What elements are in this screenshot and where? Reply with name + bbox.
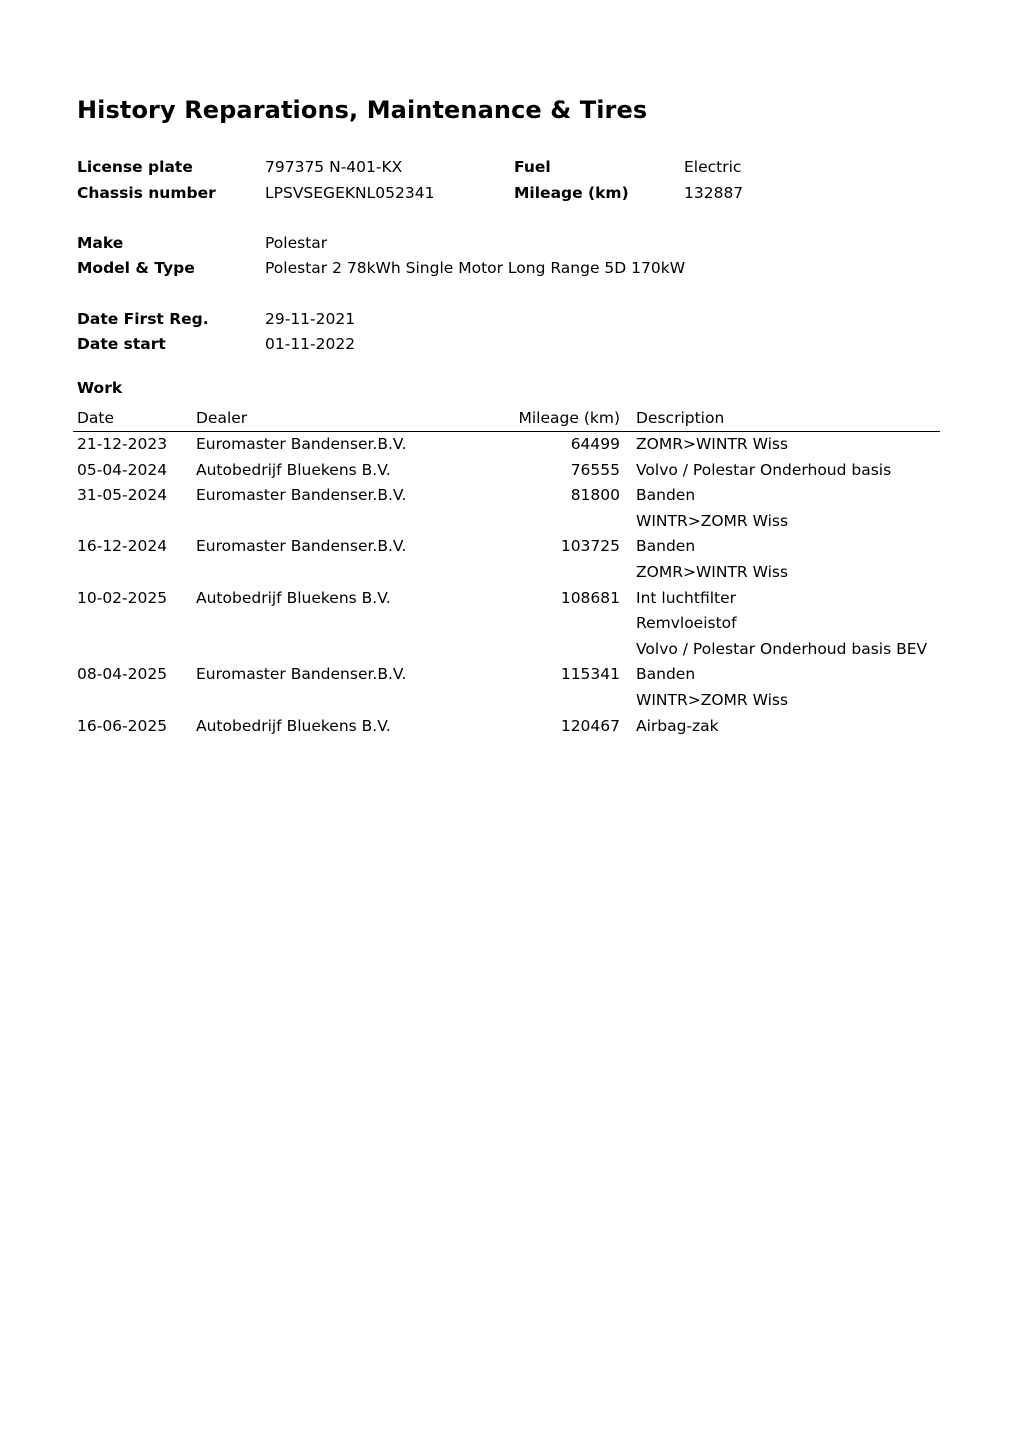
- table-row: [73, 611, 940, 637]
- table-row: [73, 560, 940, 586]
- column-header-dealer: Dealer: [196, 409, 248, 427]
- page-title: History Reparations, Maintenance & Tires: [77, 96, 648, 124]
- column-header-date: Date: [77, 409, 115, 427]
- cell-mileage: 120467: [560, 716, 620, 735]
- cell-date: 16-12-2024: [77, 537, 168, 556]
- table-row: [73, 534, 940, 560]
- table-body: [73, 432, 940, 739]
- cell-dealer: Autobedrijf Bluekens B.V.: [196, 460, 391, 479]
- make-label: Make: [77, 234, 124, 252]
- column-header-mileage: Mileage (km): [518, 409, 620, 427]
- first-reg-value: 29-11-2021: [265, 310, 356, 328]
- fuel-value: Electric: [684, 158, 742, 176]
- cell-description: Int luchtfilter: [636, 588, 737, 607]
- table-row: [73, 432, 940, 458]
- table-row: [73, 714, 940, 740]
- cell-mileage: 108681: [560, 588, 620, 607]
- table-row: [73, 458, 940, 484]
- cell-description: Volvo / Polestar Onderhoud basis: [636, 460, 892, 479]
- cell-dealer: Euromaster Bandenser.B.V.: [196, 486, 407, 505]
- cell-dealer: Autobedrijf Bluekens B.V.: [196, 588, 391, 607]
- table-row: [73, 483, 940, 509]
- cell-date: 21-12-2023: [77, 435, 168, 453]
- model-value: Polestar 2 78kWh Single Motor Long Range 5D 170kW: [265, 259, 686, 277]
- cell-description: Airbag-zak: [636, 716, 719, 735]
- table-row: [73, 509, 940, 535]
- cell-description: Volvo / Polestar Onderhoud basis BEV: [636, 639, 928, 658]
- license-plate-value: 797375 N-401-KX: [265, 158, 403, 176]
- cell-mileage: 76555: [570, 460, 620, 479]
- cell-date: 16-06-2025: [77, 716, 168, 735]
- table-row: [73, 586, 940, 612]
- fuel-label: Fuel: [514, 158, 551, 176]
- mileage-value: 132887: [684, 184, 744, 202]
- cell-description: ZOMR>WINTR Wiss: [636, 562, 789, 581]
- first-reg-label: Date First Reg.: [77, 310, 209, 328]
- cell-mileage: 81800: [570, 486, 620, 505]
- column-header-description: Description: [636, 409, 725, 427]
- cell-dealer: Autobedrijf Bluekens B.V.: [196, 716, 391, 735]
- make-value: Polestar: [265, 234, 328, 252]
- license-plate-label: License plate: [77, 158, 193, 176]
- cell-mileage: 115341: [560, 665, 620, 684]
- cell-date: 10-02-2025: [77, 588, 168, 607]
- cell-dealer: Euromaster Bandenser.B.V.: [196, 435, 407, 453]
- date-start-label: Date start: [77, 335, 166, 353]
- cell-date: 08-04-2025: [77, 665, 168, 684]
- cell-description: Remvloeistof: [636, 614, 737, 633]
- date-start-value: 01-11-2022: [265, 335, 356, 353]
- cell-description: WINTR>ZOMR Wiss: [636, 690, 789, 709]
- mileage-label: Mileage (km): [514, 184, 629, 202]
- cell-description: WINTR>ZOMR Wiss: [636, 511, 789, 530]
- cell-description: ZOMR>WINTR Wiss: [636, 435, 789, 453]
- table-header: [73, 406, 940, 432]
- table-row: [73, 688, 940, 714]
- work-table: [73, 406, 940, 739]
- cell-description: Banden: [636, 665, 696, 684]
- cell-mileage: 103725: [560, 537, 620, 556]
- table-row: [73, 637, 940, 663]
- cell-date: 31-05-2024: [77, 486, 168, 505]
- model-label: Model & Type: [77, 259, 195, 277]
- chassis-label: Chassis number: [77, 184, 216, 202]
- cell-date: 05-04-2024: [77, 460, 168, 479]
- cell-mileage: 64499: [570, 435, 620, 453]
- table-row: [73, 662, 940, 688]
- cell-dealer: Euromaster Bandenser.B.V.: [196, 537, 407, 556]
- cell-description: Banden: [636, 537, 696, 556]
- cell-dealer: Euromaster Bandenser.B.V.: [196, 665, 407, 684]
- work-heading: Work: [77, 379, 123, 397]
- cell-description: Banden: [636, 486, 696, 505]
- chassis-value: LPSVSEGEKNL052341: [265, 184, 435, 202]
